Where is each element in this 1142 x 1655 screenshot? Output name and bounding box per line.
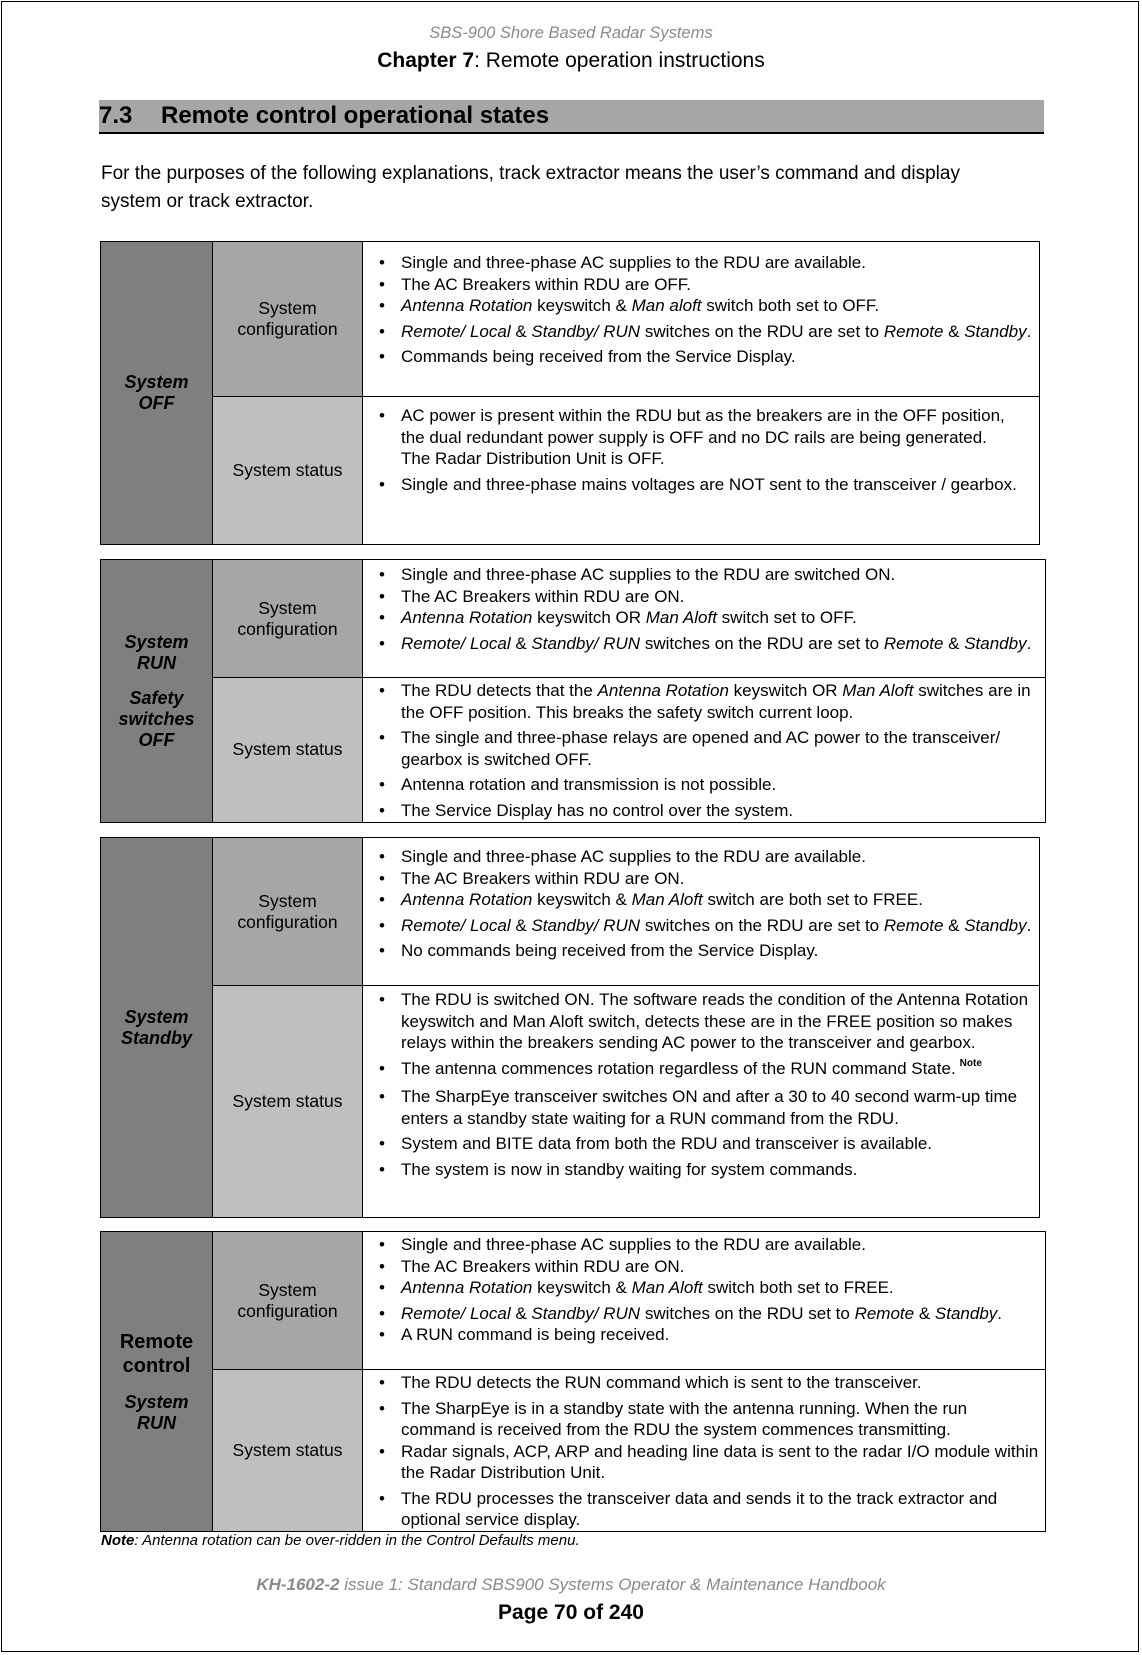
- state-cell: [101, 242, 213, 544]
- list-item: • The single and three-phase relays are opened and AC power to the transceiver/ gearbox is switched OFF.: [363, 727, 1045, 770]
- list-item: • Radar signals, ACP, ARP and heading line data is sent to the radar I/O module within the Radar Distribution Unit.: [363, 1441, 1045, 1484]
- list-item: • The AC Breakers within RDU are ON.: [363, 1256, 1045, 1278]
- state-table-safety-off: [100, 559, 1046, 823]
- list-item: • A RUN command is being received.: [363, 1324, 1045, 1346]
- page-number: Page 70 of 240: [498, 1601, 644, 1624]
- state-line: System: [124, 372, 189, 392]
- status-label: System status: [213, 396, 363, 544]
- state-line: Standby: [120, 1027, 192, 1048]
- list-item: • The system is now in standby waiting for system commands.: [363, 1159, 1039, 1181]
- state-line: System: [124, 1006, 189, 1027]
- chapter-title: [0, 49, 1142, 73]
- state-cell: [101, 838, 213, 1217]
- chapter-label: Chapter 7: [377, 49, 475, 72]
- state-line: System: [124, 1391, 189, 1412]
- state-line: OFF: [138, 729, 175, 750]
- row-divider: [213, 1369, 1045, 1370]
- note-marker: Note: [959, 1057, 982, 1069]
- section-title: Remote control operational states: [161, 102, 550, 129]
- row-divider: [213, 985, 1039, 986]
- doc-id: KH-1602-2: [256, 1575, 340, 1594]
- config-content: [363, 252, 1039, 396]
- status-label: System status: [213, 1369, 363, 1531]
- list-item: • The Service Display has no control over the system.: [363, 800, 1045, 822]
- list-item: • Remote/ Local & Standby/ RUN switches on the RDU are set to Remote & Standby.: [363, 633, 1045, 655]
- state-table-system-off: [100, 241, 1040, 545]
- footnote: [101, 1532, 580, 1549]
- doc-description: issue 1: Standard SBS900 Systems Operator & Maintenance Handbook: [339, 1575, 886, 1594]
- chapter-name: : Remote operation instructions: [474, 49, 765, 72]
- footnote-label: Note: [101, 1532, 135, 1549]
- list-item: • Single and three-phase mains voltages are NOT sent to the transceiver / gearbox.: [363, 474, 1039, 496]
- state-line: Remote: [119, 1330, 194, 1353]
- state-cell: [101, 1232, 213, 1531]
- list-item: • AC power is present within the RDU but as the breakers are in the OFF position, the dual redundant power supply is OFF and no DC rails are being generated.: [363, 405, 1039, 448]
- state-cell: [101, 560, 213, 822]
- list-item: • The AC Breakers within RDU are ON.: [363, 586, 1045, 608]
- list-item: • Antenna Rotation keyswitch OR Man Aloft switch set to OFF.: [363, 607, 1045, 629]
- state-table-standby: [100, 837, 1040, 1218]
- list-item: • Single and three-phase AC supplies to the RDU are available.: [363, 252, 1039, 274]
- config-label: System configuration: [213, 560, 363, 677]
- list-item: • The SharpEye transceiver switches ON and after a 30 to 40 second warm-up time enters a standby state waiting for a RUN command from the RDU.: [363, 1086, 1039, 1129]
- list-item: • Antenna rotation and transmission is not possible.: [363, 774, 1045, 796]
- list-item: • The RDU is switched ON. The software reads the condition of the Antenna Rotation keyswitch and Man Aloft switch, detects these are in the FREE position so makes relays within the breakers sending AC power to the transceiver and gearbox.: [363, 989, 1039, 1054]
- section-heading: [99, 100, 1044, 134]
- list-item: • No commands being received from the Service Display.: [363, 940, 1039, 962]
- list-item: • The AC Breakers within RDU are OFF.: [363, 274, 1039, 296]
- list-item: • Commands being received from the Service Display.: [363, 346, 1039, 368]
- status-label: System status: [213, 677, 363, 822]
- running-footer: [0, 1575, 1142, 1595]
- config-content: [363, 846, 1039, 985]
- state-line: RUN: [137, 652, 176, 673]
- list-item: • Antenna Rotation keyswitch & Man Aloft switch are both set to FREE.: [363, 889, 1039, 911]
- state-line: OFF: [138, 393, 175, 413]
- list-item: • Remote/ Local & Standby/ RUN switches on the RDU are set to Remote & Standby.: [363, 915, 1039, 937]
- list-item: • Single and three-phase AC supplies to the RDU are available.: [363, 846, 1039, 868]
- config-content: [363, 1234, 1045, 1369]
- config-label: System configuration: [213, 1232, 363, 1369]
- status-content: [363, 405, 1039, 544]
- list-item: • The RDU processes the transceiver data and sends it to the track extractor and optional service display.: [363, 1488, 1045, 1531]
- status-content: [363, 680, 1045, 822]
- status-content: [363, 989, 1039, 1217]
- row-divider: [213, 677, 1045, 678]
- state-line: control: [122, 1354, 191, 1377]
- status-content: [363, 1372, 1045, 1531]
- running-header: SBS-900 Shore Based Radar Systems: [429, 24, 713, 42]
- footnote-text: : Antenna rotation can be over-ridden in the Control Defaults menu.: [134, 1532, 580, 1549]
- list-item: • The RDU detects the RUN command which is sent to the transceiver.: [363, 1372, 1045, 1394]
- list-item: • Remote/ Local & Standby/ RUN switches on the RDU set to Remote & Standby.: [363, 1303, 1045, 1325]
- section-number: 7.3: [99, 102, 133, 129]
- state-line: System: [124, 631, 189, 652]
- list-item: • Single and three-phase AC supplies to the RDU are switched ON.: [363, 564, 1045, 586]
- state-table-remote-run: [100, 1231, 1046, 1532]
- intro-paragraph: For the purposes of the following explanations, track extractor means the user’s command and display system or track extractor.: [101, 163, 960, 212]
- config-label: System configuration: [213, 242, 363, 396]
- list-item: • The antenna commences rotation regardless of the RUN command State. $^{Note}$: [363, 1058, 1039, 1083]
- row-divider: [213, 396, 1039, 397]
- list-item: • Antenna Rotation keyswitch & Man Aloft switch both set to FREE.: [363, 1277, 1045, 1299]
- config-content: [363, 564, 1045, 677]
- list-item: • The SharpEye is in a standby state with the antenna running. When the run command is received from the RDU the system commences transmitting.: [363, 1398, 1045, 1441]
- state-line: switches: [118, 708, 195, 729]
- list-item: • System and BITE data from both the RDU and transceiver is available.: [363, 1133, 1039, 1155]
- list-item-continued: The Radar Distribution Unit is OFF.: [401, 449, 665, 468]
- state-line: RUN: [137, 1412, 176, 1433]
- list-item: • The AC Breakers within RDU are ON.: [363, 868, 1039, 890]
- list-item: • The RDU detects that the Antenna Rotation keyswitch OR Man Aloft switches are in the OFF position. This breaks the safety switch current loop.: [363, 680, 1045, 723]
- config-label: System configuration: [213, 838, 363, 985]
- state-line: Safety: [129, 687, 184, 708]
- status-label: System status: [213, 985, 363, 1217]
- list-item: • Remote/ Local & Standby/ RUN switches on the RDU are set to Remote & Standby.: [363, 321, 1039, 343]
- list-item: • Antenna Rotation keyswitch & Man aloft switch both set to OFF.: [363, 295, 1039, 317]
- list-item: • Single and three-phase AC supplies to the RDU are available.: [363, 1234, 1045, 1256]
